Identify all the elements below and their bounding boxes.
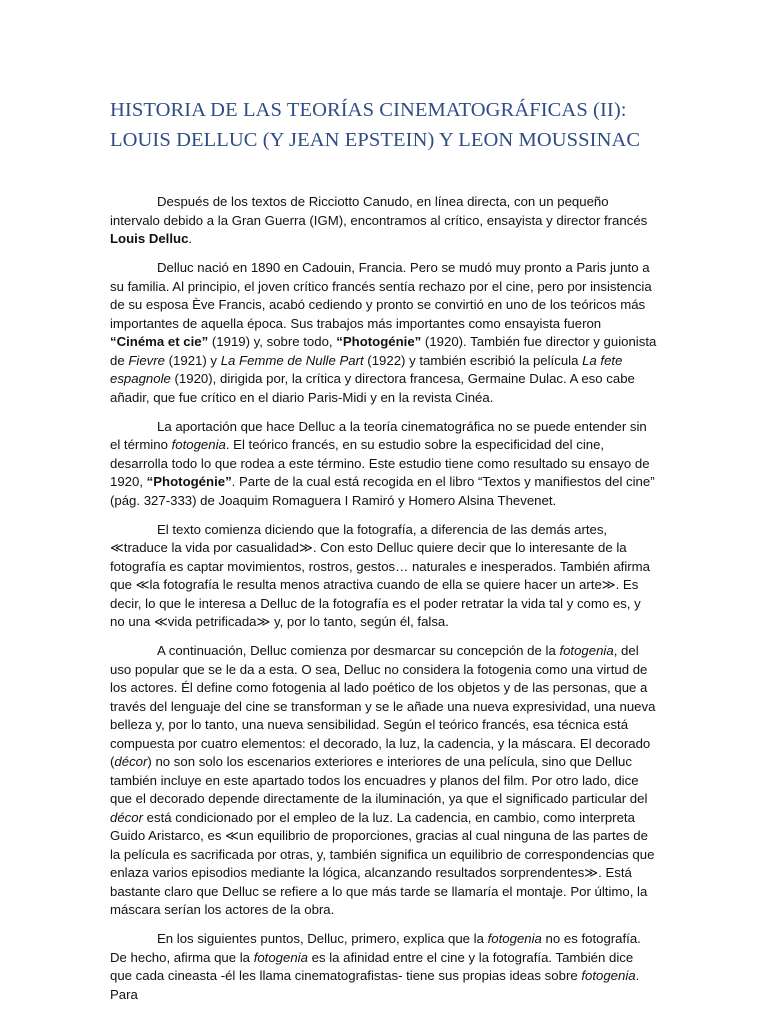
title-line-2: LOUIS DELLUC (Y JEAN EPSTEIN) Y LEON MOUSSINAC (110, 129, 641, 151)
body-paragraph (110, 642, 658, 920)
italic-text: fotogenia (253, 949, 308, 965)
bold-text: Louis Delluc (110, 231, 189, 246)
body-paragraph (110, 418, 658, 511)
bold-text: “Photogénie” (146, 474, 232, 489)
body-paragraph (110, 521, 658, 632)
italic-text: fotogenia (559, 643, 614, 658)
paragraph-text: . (188, 231, 193, 246)
italic-text: fotogenia (581, 968, 636, 983)
italic-text: décor (110, 809, 143, 825)
paragraph-text: . Parte de la cual está recogida en el libro “Textos y manifiestos del cine” (pág. 327-333) de Joaquim Romaguera I Ramiró y Homero Alsina Thevenet. (110, 474, 655, 508)
paragraph-text: Delluc nació en 1890 en Cadouin, Francia. Pero se mudó muy pronto a Paris junto a su familia. Al principio, el joven crítico francés sentía rechazo por el cine, pero por insistencia de su esposa Ève Francis, acabó cediendo y pronto se convirtió en uno de los teóricos más importantes de aquella época. Sus trabajos más importantes como ensayista fueron (110, 260, 652, 331)
paragraph-text: A continuación, Delluc comienza por desmarcar su concepción de la (157, 643, 560, 658)
bold-text: “Photogénie” (336, 334, 422, 349)
paragraph-text: (1920), dirigida por, la crítica y directora francesa, Germaine Dulac. A eso cabe añadir, que fue crítico en el diario Paris-Midi y en la revista Cinéa. (110, 371, 635, 405)
paragraph-text: es la afinidad entre el cine y la fotografía. También dice que cada cineasta -él les llama cinematografistas- tiene sus propias ideas sobre (110, 949, 634, 983)
body-paragraph (110, 193, 658, 249)
paragraph-text: , del uso popular que se le da a esta. O sea, Delluc no considera la fotogenia como una virtud de los actores. Él define como fotogenia al lado poético de los objetos y de las personas, que a través del lenguaje del cine se transforman y se le añade una nueva expresividad, una nueva belleza y, por lo tanto, una nueva sensibilidad. Según el teórico francés, esa técnica está compuesta por cuatro elementos: el decorado, la luz, la cadencia, y la máscara. El decorado ( (110, 643, 656, 769)
paragraph-text: La aportación que hace Delluc a la teoría cinematográfica no se puede entender sin el término (110, 418, 647, 452)
paragraph-text: El texto comienza diciendo que la fotografía, a diferencia de las demás artes, ≪traduce la vida por casualidad≫. Con esto Delluc quiere decir que lo interesante de la fotografía es captar movimientos, rostros, gestos… naturales e inesperados. También afirma que ≪la fotografía le resulta menos atractiva cuando de ella se quiere hacer un arte≫. Es decir, lo que le interesa a Delluc de la fotografía es el poder retratar la vida tal y como es, y no una ≪vida petrificada≫ y, por lo tanto, según él, falsa. (110, 521, 650, 629)
paragraph-text: (1920). También fue director y guionista de (110, 334, 657, 368)
paragraph-text: . El teórico francés, en su estudio sobre la especificidad del cine, desarrolla todo lo que rodea a este término. Este estudio tiene como resultado su ensayo de 1920, (110, 437, 650, 489)
paragraph-text: (1922) y también escribió la película (363, 352, 583, 368)
paragraph-text: (1921) y (164, 352, 221, 368)
paragraph-text: (1919) y, sobre todo, (208, 334, 337, 349)
paragraph-text: En los siguientes puntos, Delluc, primero, explica que la (157, 931, 488, 946)
body-paragraph (110, 259, 658, 407)
paragraph-text: Después de los textos de Ricciotto Canudo, en línea directa, con un pequeño intervalo debido a la Gran Guerra (IGM), encontramos al crítico, ensayista y director francés (110, 194, 648, 228)
body-paragraph (110, 930, 658, 1004)
italic-text: fotogenia (487, 931, 542, 946)
paragraph-text: está condicionado por el empleo de la luz. La cadencia, en cambio, como interpreta Guido Aristarco, es ≪un equilibrio de proporciones, gracias al cual ninguna de las partes de la película es sacrificada por otras, y, también significa un equilibrio de correspondencias que enlaza varios episodios mediante la lógica, alcanzando resultados sorprendentes≫. Está bastante claro que Delluc se refiere a lo que más tarde se llamaría el montaje. Por último, la máscara serían los actores de la obra. (110, 809, 655, 917)
italic-text: Fievre (128, 352, 165, 368)
italic-text: La Femme de Nulle Part (220, 352, 364, 368)
document-body (110, 193, 658, 1004)
bold-text: “Cinéma et cie” (110, 334, 209, 349)
italic-text: fotogenia (171, 437, 226, 452)
paragraph-text: . Para (110, 968, 640, 1002)
italic-text: décor (114, 754, 148, 769)
paragraph-text: no es fotografía. De hecho, afirma que la (110, 931, 641, 965)
italic-text: La fete espagnole (110, 352, 623, 386)
title-line-1: HISTORIA DE LAS TEORÍAS CINEMATOGRÁFICAS (II): (110, 99, 627, 121)
paragraph-text: ) no son solo los escenarios exteriores e interiores de una película, sino que Delluc también incluye en este apartado todos los encuadres y planos del film. Por otro lado, dice que el decorado depende directamente de la iluminación, ya que el significado particular del (110, 754, 648, 806)
document-title (110, 95, 658, 155)
